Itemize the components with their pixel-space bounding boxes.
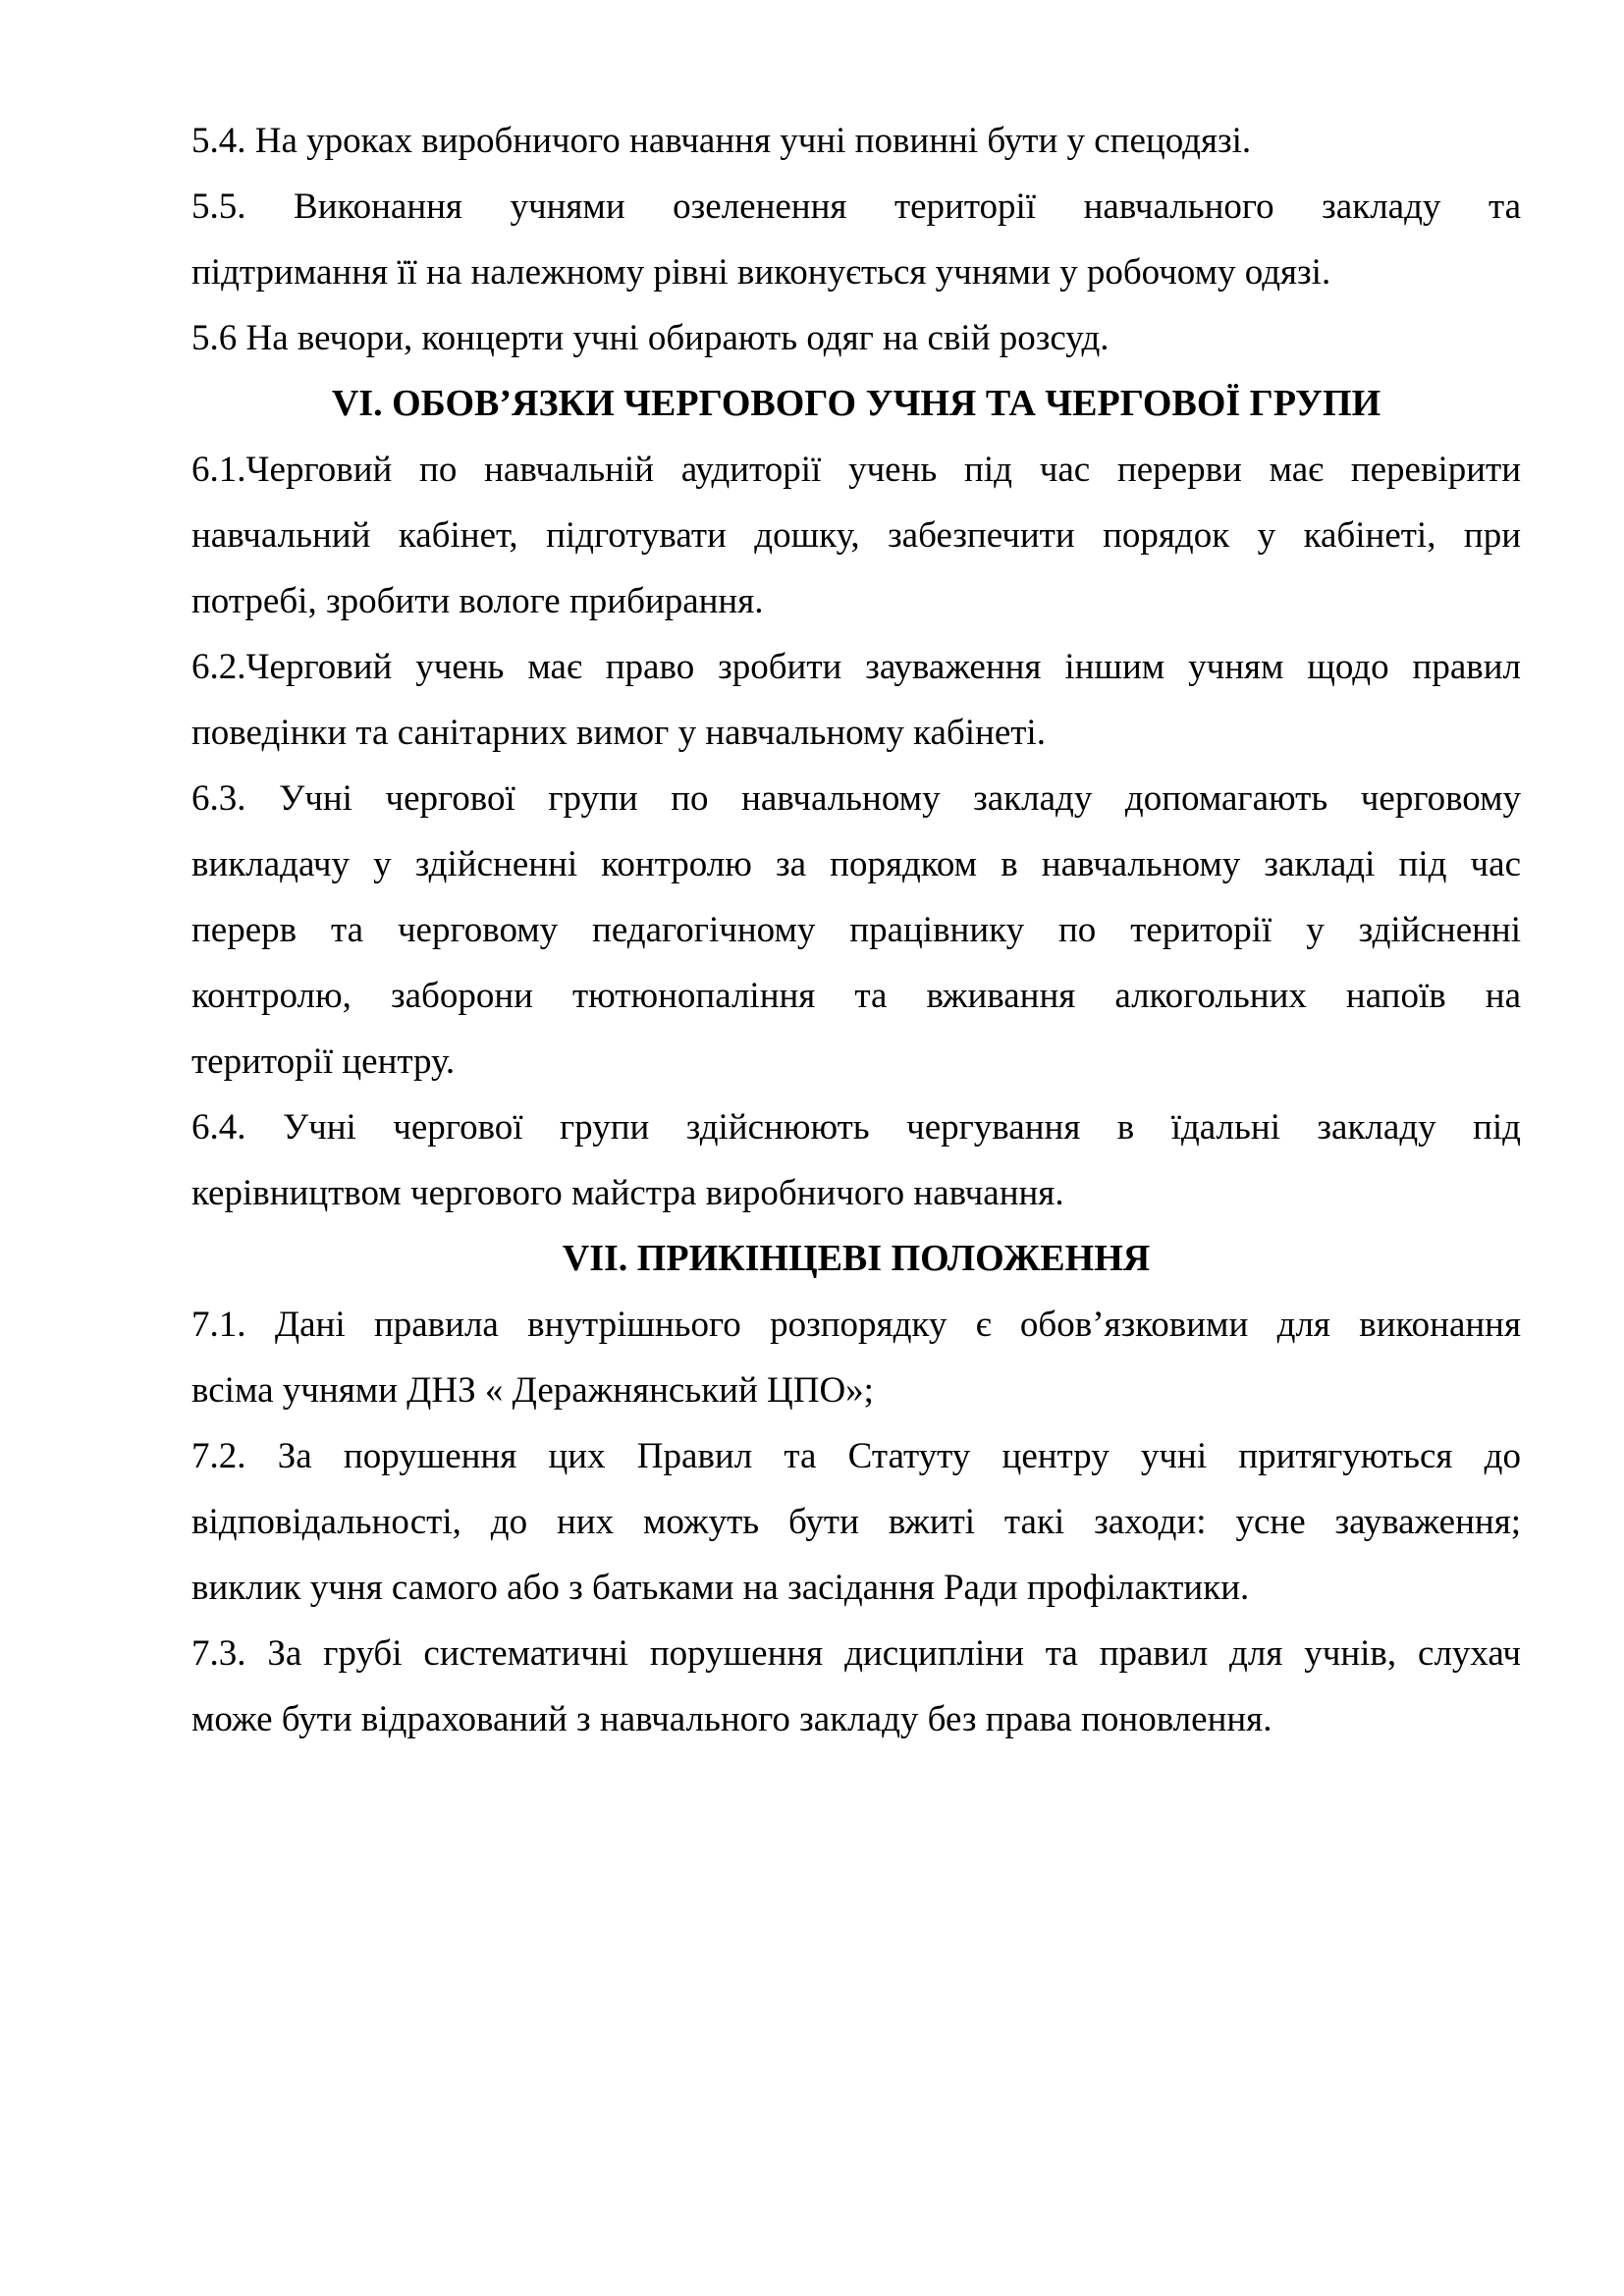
section-vi-heading: [191, 371, 1521, 437]
text-line: перерв та черговому педагогічному працівнику по території у здійсненні: [191, 910, 1521, 950]
item-5-4: [191, 108, 1521, 174]
text-line: може бути відрахований з навчального закладу без права поновлення.: [191, 1699, 1272, 1739]
text-line: поведінки та санітарних вимог у навчальному кабінеті.: [191, 713, 1046, 753]
text-line: контролю, заборони тютюнопаління та вживання алкогольних напоїв на: [191, 976, 1521, 1016]
section-heading-line: VI. ОБОВ’ЯЗКИ ЧЕРГОВОГО УЧНЯ ТА ЧЕРГОВОЇ ГРУПИ: [331, 383, 1381, 424]
text-line: керівництвом чергового майстра виробничого навчання.: [191, 1173, 1064, 1213]
text-line: 7.3. За грубі систематичні порушення дисципліни та правил для учнів, слухач: [191, 1633, 1521, 1674]
text-line: підтримання її на належному рівні виконується учнями у робочому одязі.: [191, 252, 1331, 293]
text-line: виклик учня самого або з батьками на засідання Ради профілактики.: [191, 1568, 1250, 1608]
item-7-2: [191, 1423, 1521, 1621]
text-line: 6.4. Учні чергової групи здійснюють чергування в їдальні закладу під: [191, 1107, 1521, 1148]
item-6-2: [191, 634, 1521, 766]
text-line: навчальний кабінет, підготувати дошку, забезпечити порядок у кабінеті, при: [191, 515, 1521, 556]
text-line: 6.1.Черговий по навчальній аудиторії учень під час перерви має перевірити: [191, 450, 1521, 490]
item-7-1: [191, 1292, 1521, 1423]
item-5-6: [191, 305, 1521, 371]
item-6-4: [191, 1095, 1521, 1226]
text-line: 6.2.Черговий учень має право зробити зауваження іншим учням щодо правил: [191, 647, 1521, 687]
text-line: 5.4. На уроках виробничого навчання учні повинні бути у спецодязі.: [191, 121, 1252, 161]
item-6-3: [191, 766, 1521, 1095]
text-line: всіма учнями ДНЗ « Деражнянський ЦПО»;: [191, 1370, 874, 1411]
text-line: відповідальності, до них можуть бути вжиті такі заходи: усне зауваження;: [191, 1502, 1521, 1542]
text-line: 6.3. Учні чергової групи по навчальному закладу допомагають черговому: [191, 778, 1521, 819]
section-heading-line: VII. ПРИКІНЦЕВІ ПОЛОЖЕННЯ: [562, 1238, 1151, 1279]
text-line: викладачу у здійсненні контролю за порядком в навчальному закладі під час: [191, 844, 1521, 884]
item-7-3: [191, 1621, 1521, 1752]
text-line: потребі, зробити вологе прибирання.: [191, 581, 764, 621]
item-5-5: [191, 174, 1521, 305]
item-6-1: [191, 437, 1521, 634]
text-line: 5.6 На вечори, концерти учні обирають одяг на свій розсуд.: [191, 318, 1110, 358]
document-body: [191, 108, 1521, 1752]
text-line: 7.1. Дані правила внутрішнього розпорядку є обов’язковими для виконання: [191, 1305, 1521, 1345]
section-vii-heading: [191, 1226, 1521, 1292]
text-line: території центру.: [191, 1041, 456, 1082]
text-line: 7.2. За порушення цих Правил та Статуту центру учні притягуються до: [191, 1436, 1521, 1476]
text-line: 5.5. Виконання учнями озеленення території навчального закладу та: [191, 187, 1521, 227]
